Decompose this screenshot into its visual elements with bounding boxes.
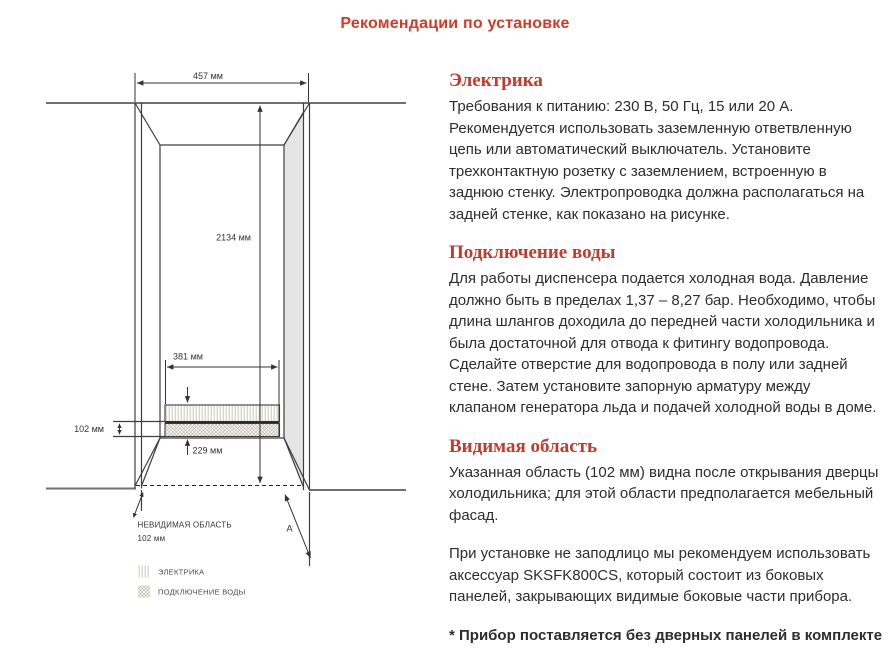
section-marker-a: A [286, 523, 293, 535]
legend-label-electric: ЭЛЕКТРИКА [158, 567, 205, 577]
side-wall-shading [284, 113, 304, 488]
section-electrics-paragraph: Требования к питанию: 230 В, 50 Гц, 15 или 20 А. Рекомендуется использовать заземленную ответвленную цепь или автоматический выключатель. Установите трехконтактную розетку с заземлением, встроенную в заднюю стенку. Электропроводка должна располагаться на задней стенке, как показано на рисунке. [449, 98, 865, 223]
dim-niche-height-label: 2134 мм [216, 232, 251, 243]
section-visible-area-heading: Видимая область [449, 435, 598, 457]
dim-inner-width-label: 381 мм [173, 351, 203, 362]
section-electrics-heading: Электрика [449, 70, 543, 91]
legend-label-water: ПОДКЛЮЧЕНИЕ ВОДЫ [158, 587, 246, 597]
legend [138, 566, 246, 598]
invisible-area-label-line1: НЕВИДИМАЯ ОБЛАСТЬ [137, 520, 232, 530]
section-visible-area-paragraph-1: Указанная область (102 мм) видна после открывания дверцы холодильника; для этой области предполагается мебельный фасад. [449, 463, 879, 524]
section-water-heading: Подключение воды [449, 242, 616, 263]
utilities-box [165, 405, 280, 437]
footnote: * Прибор поставляется без дверных панелей в комплекте [449, 626, 883, 644]
section-visible-area-paragraph-2: При установке не заподлицо мы рекомендуем использовать аксессуар SKSFK800CS, который состоит из боковых панелей, закрывающих видимые боковые части прибора. [449, 545, 871, 605]
dim-visible-area-label: 102 мм [74, 424, 104, 434]
invisible-area-label-line2: 102 мм [137, 534, 166, 543]
dim-niche-width-label: 457 мм [193, 71, 223, 81]
section-water-connection [449, 242, 881, 419]
page-title: Рекомендации по установке [340, 15, 570, 32]
section-electrics [449, 70, 881, 225]
dim-depth-label: 229 мм [192, 445, 223, 456]
instructions-column [449, 70, 881, 663]
legend-swatch-electric [138, 566, 150, 578]
section-visible-area [449, 436, 881, 608]
niche-outline [113, 103, 310, 566]
section-water-paragraph: Для работы диспенсера подается холодная вода. Давление должно быть в пределах 1,37 – 8,27 бар. Необходимо, чтобы длина шлангов доходила до передней части холодильника и была достаточной для отвода к фитингу водопровода. Сделайте отверстие для водопровода в полу или задней стене. Затем установите запорную арматуру между клапаном генератора льда и подачей холодной воды в доме. [449, 270, 877, 416]
legend-swatch-water [138, 586, 150, 598]
